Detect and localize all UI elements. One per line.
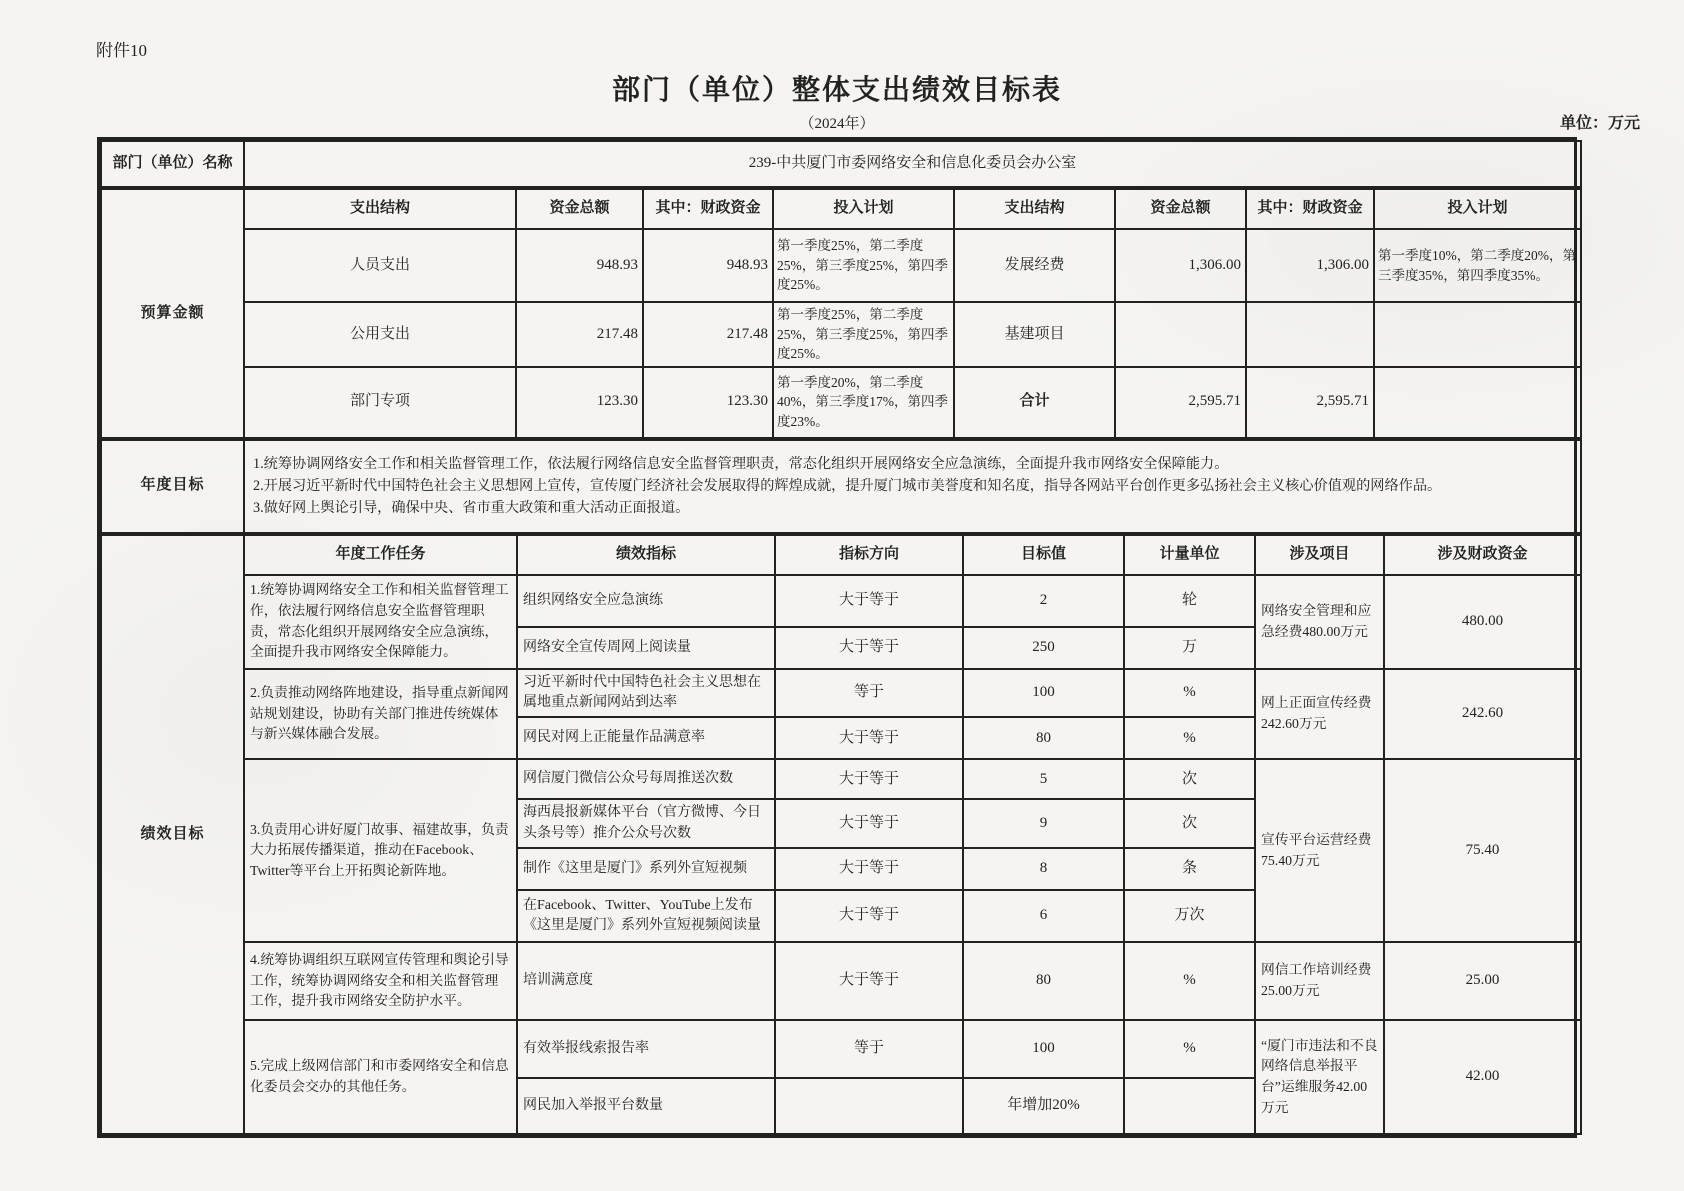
budget-plan-cell: 第一季度25%，第二季度25%，第三季度25%，第四季度25%。 <box>773 229 954 302</box>
unit-cell <box>1124 1078 1255 1134</box>
unit-cell: % <box>1124 942 1255 1020</box>
unit-cell: 次 <box>1124 759 1255 799</box>
budget-total-cell: 217.48 <box>516 302 643 367</box>
task-cell: 3.负责用心讲好厦门故事、福建故事，负责大力拓展传播渠道，推动在Facebook、Twitter等平台上开拓舆论新阵地。 <box>244 759 517 942</box>
annual-goals-row <box>101 440 1581 533</box>
direction-cell: 大于等于 <box>775 942 963 1020</box>
fiscal-cell: 242.60 <box>1384 669 1581 760</box>
budget-structure-cell: 发展经费 <box>954 229 1115 302</box>
unit-cell: 条 <box>1124 848 1255 890</box>
fiscal-cell: 75.40 <box>1384 759 1581 942</box>
budget-fiscal-cell: 217.48 <box>643 302 773 367</box>
target-cell: 年增加20% <box>963 1078 1124 1134</box>
task-cell: 1.统筹协调网络安全工作和相关监督管理工作，依法履行网络信息安全监督管理职责，常态化组织开展网络安全应急演练，全面提升我市网络安全保障能力。 <box>244 575 517 669</box>
budget-plan-cell <box>1374 367 1581 438</box>
budget-header-structure-right: 支出结构 <box>954 189 1115 229</box>
budget-header-fiscal-right: 其中：财政资金 <box>1246 189 1374 229</box>
perf-header-direction: 指标方向 <box>775 535 963 575</box>
budget-table <box>100 188 1582 439</box>
annual-goals-text <box>244 440 1581 533</box>
perf-row <box>101 759 1581 799</box>
budget-header-total-left: 资金总额 <box>516 189 643 229</box>
section-label-budget: 预算金额 <box>101 189 244 438</box>
direction-cell: 大于等于 <box>775 848 963 890</box>
dept-name-label: 部门（单位）名称 <box>101 141 244 187</box>
project-cell: 网上正面宣传经费242.60万元 <box>1255 669 1384 760</box>
indicator-cell: 习近平新时代中国特色社会主义思想在属地重点新闻网站到达率 <box>517 669 775 718</box>
perf-header-unit: 计量单位 <box>1124 535 1255 575</box>
indicator-cell: 网信厦门微信公众号每周推送次数 <box>517 759 775 799</box>
budget-structure-cell-total: 合计 <box>954 367 1115 438</box>
project-cell: “厦门市违法和不良网络信息举报平台”运维服务42.00万元 <box>1255 1020 1384 1134</box>
budget-header-structure-left: 支出结构 <box>244 189 516 229</box>
performance-table <box>100 534 1582 1135</box>
direction-cell: 大于等于 <box>775 890 963 942</box>
budget-plan-cell: 第一季度20%，第二季度40%，第三季度17%，第四季度23%。 <box>773 367 954 438</box>
unit-cell: 次 <box>1124 799 1255 848</box>
unit-note: 单位：万元 <box>1559 115 1640 132</box>
budget-header-row <box>101 189 1581 229</box>
indicator-cell: 制作《这里是厦门》系列外宣短视频 <box>517 848 775 890</box>
budget-structure-cell: 部门专项 <box>244 367 516 438</box>
perf-row <box>101 669 1581 718</box>
budget-fiscal-cell: 948.93 <box>643 229 773 302</box>
dept-name-row <box>101 141 1581 187</box>
performance-header-row <box>101 535 1581 575</box>
page-title: 部门（单位）整体支出绩效目标表 <box>611 75 1062 106</box>
perf-header-task: 年度工作任务 <box>244 535 517 575</box>
task-cell: 4.统筹协调组织互联网宣传管理和舆论引导工作，统筹协调网络安全和相关监督管理工作，提升我市网络安全防护水平。 <box>244 942 517 1020</box>
target-cell: 5 <box>963 759 1124 799</box>
target-cell: 250 <box>963 627 1124 669</box>
indicator-cell: 网民对网上正能量作品满意率 <box>517 717 775 759</box>
budget-total-cell: 948.93 <box>516 229 643 302</box>
indicator-cell: 在Facebook、Twitter、YouTube上发布《这里是厦门》系列外宣短视频阅读量 <box>517 890 775 942</box>
budget-structure-cell: 公用支出 <box>244 302 516 367</box>
direction-cell: 大于等于 <box>775 575 963 627</box>
indicator-cell: 组织网络安全应急演练 <box>517 575 775 627</box>
indicator-cell: 网民加入举报平台数量 <box>517 1078 775 1134</box>
indicator-cell: 网络安全宣传周网上阅读量 <box>517 627 775 669</box>
budget-total-cell: 2,595.71 <box>1115 367 1246 438</box>
budget-header-total-right: 资金总额 <box>1115 189 1246 229</box>
budget-fiscal-cell <box>1246 302 1374 367</box>
perf-row <box>101 575 1581 627</box>
budget-plan-cell: 第一季度10%，第二季度20%，第三季度35%，第四季度35%。 <box>1374 229 1581 302</box>
project-cell: 宣传平台运营经费75.40万元 <box>1255 759 1384 942</box>
unit-cell: 万 <box>1124 627 1255 669</box>
budget-row-personnel <box>101 229 1581 302</box>
budget-fiscal-cell: 2,595.71 <box>1246 367 1374 438</box>
page-subtitle: （2024年） <box>799 116 875 132</box>
perf-row <box>101 942 1581 1020</box>
annual-goal-line: 1.统筹协调网络安全工作和相关监督管理工作，依法履行网络信息安全监督管理职责，常态化组织开展网络安全应急演练，全面提升我市网络安全保障能力。 <box>253 456 1229 473</box>
target-cell: 100 <box>963 669 1124 718</box>
budget-structure-cell: 人员支出 <box>244 229 516 302</box>
section-label-performance: 绩效目标 <box>101 535 244 1134</box>
dept-name-table <box>100 140 1582 188</box>
target-cell: 6 <box>963 890 1124 942</box>
indicator-cell: 培训满意度 <box>517 942 775 1020</box>
budget-plan-cell <box>1374 302 1581 367</box>
annual-goals-table <box>100 439 1582 534</box>
unit-cell: 轮 <box>1124 575 1255 627</box>
perf-row <box>101 1020 1581 1078</box>
project-cell: 网信工作培训经费25.00万元 <box>1255 942 1384 1020</box>
direction-cell: 等于 <box>775 669 963 718</box>
unit-cell: % <box>1124 717 1255 759</box>
target-cell: 2 <box>963 575 1124 627</box>
direction-cell: 大于等于 <box>775 627 963 669</box>
direction-cell <box>775 1078 963 1134</box>
target-cell: 8 <box>963 848 1124 890</box>
direction-cell: 等于 <box>775 1020 963 1078</box>
perf-header-indicator: 绩效指标 <box>517 535 775 575</box>
budget-fiscal-cell: 1,306.00 <box>1246 229 1374 302</box>
unit-cell: 万次 <box>1124 890 1255 942</box>
annual-goal-line: 3.做好网上舆论引导，确保中央、省市重大政策和重大活动正面报道。 <box>253 500 690 517</box>
budget-fiscal-cell: 123.30 <box>643 367 773 438</box>
indicator-cell: 海西晨报新媒体平台（官方微博、今日头条号等）推介公众号次数 <box>517 799 775 848</box>
target-cell: 80 <box>963 942 1124 1020</box>
project-cell: 网络安全管理和应急经费480.00万元 <box>1255 575 1384 669</box>
budget-row-public <box>101 302 1581 367</box>
performance-target-table <box>97 137 1577 1138</box>
task-cell: 2.负责推动网络阵地建设，指导重点新闻网站规划建设，协助有关部门推进传统媒体与新兴媒体融合发展。 <box>244 669 517 760</box>
fiscal-cell: 42.00 <box>1384 1020 1581 1134</box>
unit-cell: % <box>1124 669 1255 718</box>
section-label-annual-goals: 年度目标 <box>101 440 244 533</box>
annual-goal-line: 2.开展习近平新时代中国特色社会主义思想网上宣传，宣传厦门经济社会发展取得的辉煌成就，提升厦门城市美誉度和知名度，指导各网站平台创作更多弘扬社会主义核心价值观的网络作品。 <box>253 478 1442 495</box>
indicator-cell: 有效举报线索报告率 <box>517 1020 775 1078</box>
budget-structure-cell: 基建项目 <box>954 302 1115 367</box>
direction-cell: 大于等于 <box>775 717 963 759</box>
fiscal-cell: 480.00 <box>1384 575 1581 669</box>
fiscal-cell: 25.00 <box>1384 942 1581 1020</box>
budget-header-fiscal-left: 其中：财政资金 <box>643 189 773 229</box>
target-cell: 80 <box>963 717 1124 759</box>
perf-header-target: 目标值 <box>963 535 1124 575</box>
attachment-label: 附件10 <box>96 41 147 60</box>
direction-cell: 大于等于 <box>775 799 963 848</box>
target-cell: 9 <box>963 799 1124 848</box>
budget-total-cell: 1,306.00 <box>1115 229 1246 302</box>
budget-row-special <box>101 367 1581 438</box>
budget-header-plan-right: 投入计划 <box>1374 189 1581 229</box>
budget-plan-cell: 第一季度25%，第二季度25%，第三季度25%，第四季度25%。 <box>773 302 954 367</box>
target-cell: 100 <box>963 1020 1124 1078</box>
perf-header-fiscal: 涉及财政资金 <box>1384 535 1581 575</box>
unit-cell: % <box>1124 1020 1255 1078</box>
task-cell: 5.完成上级网信部门和市委网络安全和信息化委员会交办的其他任务。 <box>244 1020 517 1134</box>
budget-header-plan-left: 投入计划 <box>773 189 954 229</box>
perf-header-project: 涉及项目 <box>1255 535 1384 575</box>
budget-total-cell <box>1115 302 1246 367</box>
budget-total-cell: 123.30 <box>516 367 643 438</box>
dept-name-value: 239-中共厦门市委网络安全和信息化委员会办公室 <box>244 141 1581 187</box>
direction-cell: 大于等于 <box>775 759 963 799</box>
